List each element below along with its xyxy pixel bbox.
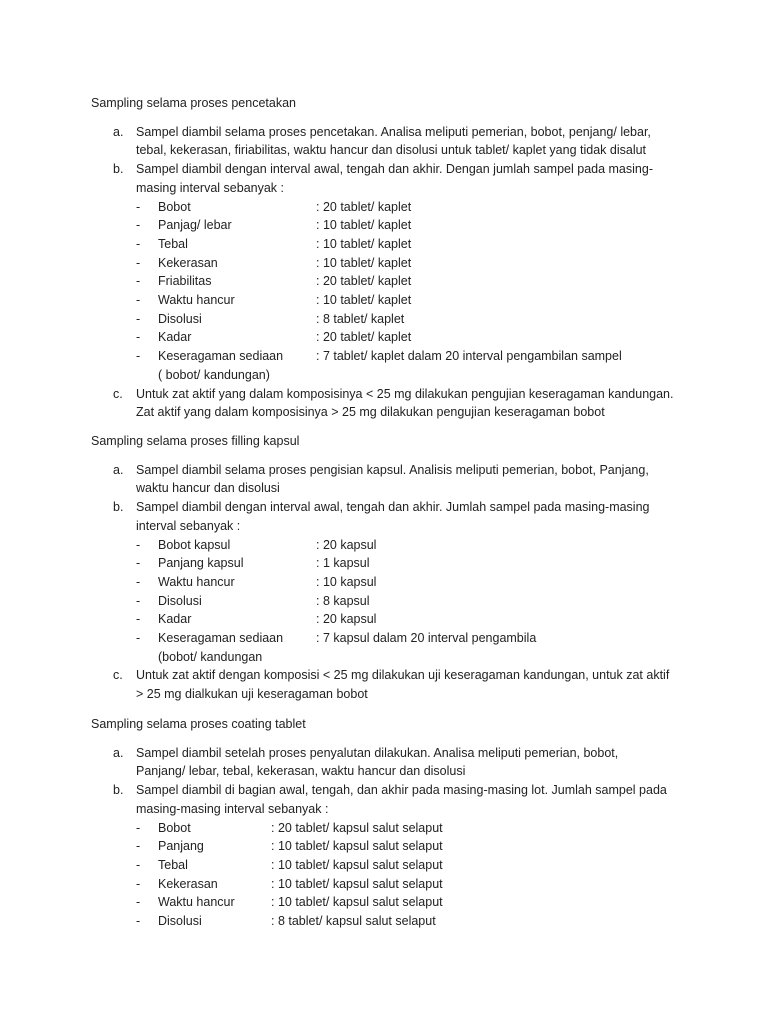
dash-list [136, 536, 691, 667]
list-item-b [91, 498, 691, 666]
item-key: Disolusi [158, 914, 202, 929]
dash-bullet: - [136, 293, 141, 308]
dash-item [136, 310, 691, 329]
item-key: Disolusi [158, 593, 202, 608]
paragraph-line: tebal, kekerasan, firiabilitas, waktu hancur dan disolusi untuk tablet/ kaplet yang tidak disalut [136, 143, 647, 158]
item-key: Waktu hancur [158, 574, 235, 589]
dash-bullet: - [136, 236, 141, 251]
item-value: : 10 tablet/ kaplet [316, 218, 412, 233]
item-value: : 20 tablet/ kaplet [316, 274, 412, 289]
item-key: Bobot [158, 199, 191, 214]
paragraph-line: masing interval sebanyak : [136, 180, 284, 195]
dash-item [136, 912, 691, 931]
dash-bullet: - [136, 311, 141, 326]
section-heading: Sampling selama proses pencetakan [91, 96, 296, 110]
dash-bullet: - [136, 349, 141, 364]
item-key: Tebal [158, 857, 188, 872]
paragraph-line: interval sebanyak : [136, 518, 241, 533]
item-key: Bobot kapsul [158, 537, 231, 552]
paragraph-line: Untuk zat aktif yang dalam komposisinya < 25 mg dilakukan pengujian keseragaman kandungan. [136, 386, 674, 401]
section-pencetakan [91, 94, 691, 422]
dash-item [136, 328, 691, 347]
item-value: : 10 tablet/ kaplet [316, 236, 412, 251]
item-value: : 10 tablet/ kapsul salut selaput [271, 857, 443, 872]
section-coating-tablet [91, 715, 691, 931]
dash-bullet: - [136, 199, 141, 214]
list-item-a [91, 461, 691, 498]
paragraph-line: Sampel diambil di bagian awal, tengah, dan akhir pada masing-masing lot. Jumlah sampel pada [136, 783, 667, 798]
list-marker: a. [113, 462, 124, 477]
item-value: : 10 kapsul [316, 574, 377, 589]
dash-item [136, 235, 691, 254]
item-key-sub: ( bobot/ kandungan) [158, 367, 270, 382]
list-marker: b. [113, 783, 124, 798]
list-marker: b. [113, 500, 124, 515]
dash-bullet: - [136, 612, 141, 627]
paragraph-line: Zat aktif yang dalam komposisinya > 25 mg dilakukan pengujian keseragaman bobot [136, 405, 605, 420]
item-value: : 20 kapsul [316, 537, 377, 552]
dash-item [136, 629, 691, 666]
dash-bullet: - [136, 330, 141, 345]
dash-bullet: - [136, 537, 141, 552]
dash-item [136, 573, 691, 592]
item-value: : 20 kapsul [316, 612, 377, 627]
dash-bullet: - [136, 593, 141, 608]
paragraph-line: Untuk zat aktif dengan komposisi < 25 mg dilakukan uji keseragaman kandungan, untuk zat aktif [136, 668, 670, 683]
list-item-a [91, 744, 691, 781]
item-value: : 10 tablet/ kapsul salut selaput [271, 876, 443, 891]
item-value: : 10 tablet/ kaplet [316, 255, 412, 270]
item-key: Waktu hancur [158, 293, 235, 308]
item-key [158, 629, 316, 666]
list-marker: a. [113, 124, 124, 139]
dash-bullet: - [136, 839, 141, 854]
dash-bullet: - [136, 631, 141, 646]
dash-item [136, 347, 691, 384]
item-value: : 1 kapsul [316, 556, 370, 571]
dash-bullet: - [136, 914, 141, 929]
paragraph-line: > 25 mg dialkukan uji keseragaman bobot [136, 687, 368, 702]
item-key: Kadar [158, 612, 192, 627]
item-key: Kadar [158, 330, 192, 345]
paragraph-line: Sampel diambil selama proses pengisian kapsul. Analisis meliputi pemerian, bobot, Panjang, [136, 462, 649, 477]
list-marker: a. [113, 745, 124, 760]
item-key: Disolusi [158, 311, 202, 326]
lettered-list [91, 123, 691, 422]
lettered-list [91, 461, 691, 704]
item-key: Kekerasan [158, 876, 218, 891]
item-value: : 10 tablet/ kapsul salut selaput [271, 839, 443, 854]
dash-item [136, 272, 691, 291]
paragraph-line: waktu hancur dan disolusi [136, 481, 280, 496]
dash-list [136, 198, 691, 385]
dash-item [136, 893, 691, 912]
dash-item [136, 875, 691, 894]
dash-list [136, 819, 691, 931]
list-marker: b. [113, 162, 124, 177]
dash-item [136, 856, 691, 875]
dash-item [136, 536, 691, 555]
item-key: Panjag/ lebar [158, 218, 232, 233]
item-key: Waktu hancur [158, 895, 235, 910]
dash-item [136, 554, 691, 573]
dash-item [136, 291, 691, 310]
list-marker: c. [113, 386, 123, 401]
paragraph-line: masing-masing interval sebanyak : [136, 801, 329, 816]
item-key: Bobot [158, 820, 191, 835]
item-value: : 20 tablet/ kapsul salut selaput [271, 820, 443, 835]
dash-item [136, 837, 691, 856]
dash-item [136, 216, 691, 235]
list-item-a [91, 123, 691, 160]
list-item-c [91, 666, 691, 703]
item-value: : 8 kapsul [316, 593, 370, 608]
item-value: : 10 tablet/ kapsul salut selaput [271, 895, 443, 910]
paragraph-line: Sampel diambil setelah proses penyalutan dilakukan. Analisa meliputi pemerian, bobot, [136, 745, 619, 760]
item-value: : 8 tablet/ kaplet [316, 311, 405, 326]
item-key: Friabilitas [158, 274, 212, 289]
item-key-text: Keseragaman sediaan [158, 631, 284, 646]
dash-item [136, 254, 691, 273]
list-item-b [91, 781, 691, 931]
item-value: : 10 tablet/ kaplet [316, 293, 412, 308]
list-marker: c. [113, 668, 123, 683]
dash-bullet: - [136, 218, 141, 233]
dash-bullet: - [136, 556, 141, 571]
section-heading: Sampling selama proses coating tablet [91, 717, 306, 731]
dash-item [136, 819, 691, 838]
item-key-sub: (bobot/ kandungan [158, 649, 263, 664]
list-item-b [91, 160, 691, 384]
dash-bullet: - [136, 895, 141, 910]
dash-bullet: - [136, 876, 141, 891]
section-filling-kapsul [91, 432, 691, 704]
item-key: Panjang [158, 839, 204, 854]
dash-bullet: - [136, 574, 141, 589]
item-value: : 7 kapsul dalam 20 interval pengambila [316, 631, 537, 646]
paragraph-line: Panjang/ lebar, tebal, kekerasan, waktu hancur dan disolusi [136, 764, 466, 779]
item-key: Kekerasan [158, 255, 218, 270]
dash-item [136, 198, 691, 217]
paragraph-line: Sampel diambil dengan interval awal, tengah dan akhir. Jumlah sampel pada masing-masing [136, 500, 650, 515]
list-item-c [91, 385, 691, 422]
dash-item [136, 592, 691, 611]
item-value: : 20 tablet/ kaplet [316, 199, 412, 214]
item-key: Tebal [158, 236, 188, 251]
dash-bullet: - [136, 274, 141, 289]
item-key: Panjang kapsul [158, 556, 244, 571]
paragraph-line: Sampel diambil selama proses pencetakan. Analisa meliputi pemerian, bobot, penjang/ lebar, [136, 124, 651, 139]
dash-bullet: - [136, 255, 141, 270]
item-value: : 7 tablet/ kaplet dalam 20 interval pengambilan sampel [316, 349, 622, 364]
dash-item [136, 610, 691, 629]
dash-bullet: - [136, 820, 141, 835]
section-heading: Sampling selama proses filling kapsul [91, 434, 300, 448]
dash-bullet: - [136, 857, 141, 872]
item-key-text: Keseragaman sediaan [158, 349, 284, 364]
item-value: : 8 tablet/ kapsul salut selaput [271, 914, 436, 929]
item-value: : 20 tablet/ kaplet [316, 330, 412, 345]
lettered-list [91, 744, 691, 931]
item-key [158, 347, 316, 384]
paragraph-line: Sampel diambil dengan interval awal, tengah dan akhir. Dengan jumlah sampel pada masing- [136, 162, 653, 177]
